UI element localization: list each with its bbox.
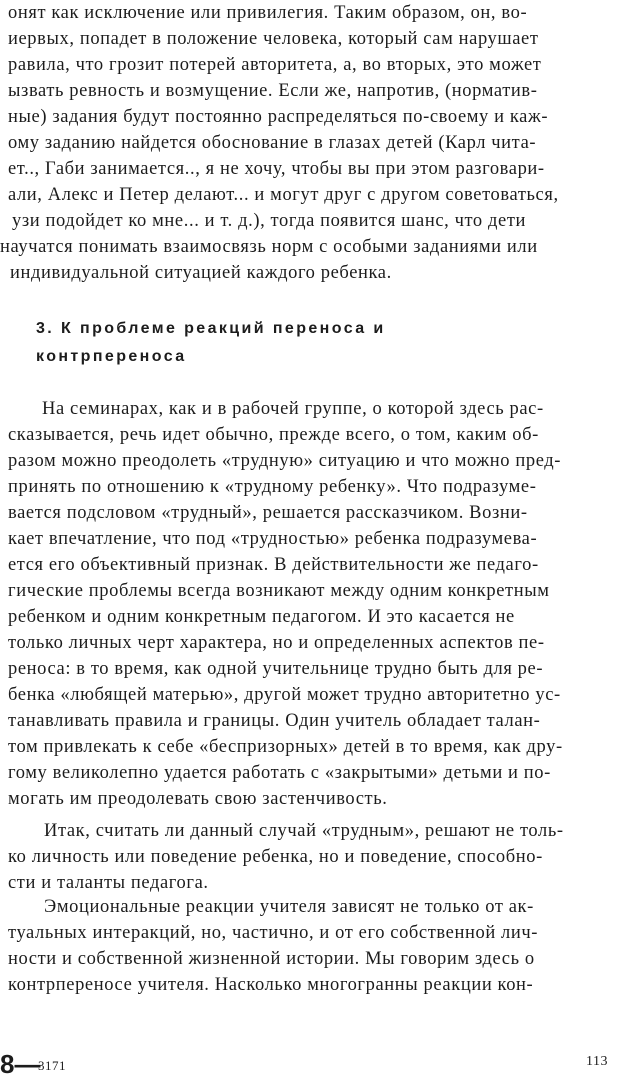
text-line: ребенком и одним конкретным педагогом. И это касается не [8,607,515,627]
text-line: только личных черт характера, но и определенных аспектов пе- [8,633,545,653]
text-line: али, Алекс и Петер делают... и могут друг с другом советоваться, [8,185,559,205]
text-line: гические проблемы всегда возникают между одним конкретным [8,581,550,601]
text-line: туальных интеракций, но, частично, и от его собственной лич- [8,923,539,943]
text-line: контрпереносе учителя. Насколько многогранны реакции кон- [8,975,534,995]
text-line: научатся понимать взаимосвязь норм с особыми заданиями или [0,237,538,257]
text-line: иервых, попадет в положение человека, который сам нарушает [8,29,539,49]
text-line: том привлекать к себе «беспризорных» детей в то время, как дру- [8,737,563,757]
signature-mark: 8— [0,1049,41,1079]
text-line: ет.., Габи занимается.., я не хочу, чтобы вы при этом разговари- [8,159,545,179]
section-heading-line-1: 3. К проблеме реакций переноса и [36,320,386,337]
text-line: сти и таланты педагога. [8,873,209,893]
text-line: гому великолепно удается работать с «закрытыми» детьми и по- [8,763,551,783]
text-line: вается подсловом «трудный», решается рассказчиком. Возни- [8,503,528,523]
text-line: узи подойдет ко мне... и т. д.), тогда появится шанс, что дети [12,211,527,231]
text-line: сказывается, речь идет обычно, прежде всего, о том, каким об- [8,425,539,445]
text-line: ные) задания будут постоянно распределяться по-своему и каж- [8,107,549,127]
text-line: ется его объективный признак. В действительности же педаго- [8,555,539,575]
text-line: танавливать правила и границы. Один учитель обладает талан- [8,711,541,731]
text-line: бенка «любящей матерью», другой может трудно авторитетно ус- [8,685,561,705]
text-line: индивидуальной ситуацией каждого ребенка. [10,263,392,283]
text-line: могать им преодолевать свою застенчивость. [8,789,388,809]
text-line: разом можно преодолеть «трудную» ситуацию и что можно пред- [8,451,562,471]
text-line: Эмоциональные реакции учителя зависят не только от ак- [44,897,534,917]
print-code: 3171 [38,1058,66,1073]
section-heading-line-2: контрпереноса [36,348,187,365]
text-line: На семинарах, как и в рабочей группе, о которой здесь рас- [42,399,544,419]
text-line: ызвать ревность и возмущение. Если же, напротив, (норматив- [8,81,538,101]
text-line: ко личность или поведение ребенка, но и поведение, способно- [8,847,543,867]
text-line: принять по отношению к «трудному ребенку». Что подразуме- [8,477,537,497]
text-line: равила, что грозит потерей авторитета, а, во вторых, это может [8,55,542,75]
text-line: реноса: в то время, как одной учительнице трудно быть для ре- [8,659,544,679]
text-line: онят как исключение или привилегия. Таким образом, он, во- [8,3,528,23]
text-line: ности и собственной жизненной истории. Мы говорим здесь о [8,949,535,969]
page-number: 113 [586,1054,608,1069]
text-line: Итак, считать ли данный случай «трудным», решают не толь- [44,821,564,841]
text-line: кает впечатление, что под «трудностью» ребенка подразумева- [8,529,538,549]
text-line: ому заданию найдется обоснование в глазах детей (Карл чита- [8,133,537,153]
